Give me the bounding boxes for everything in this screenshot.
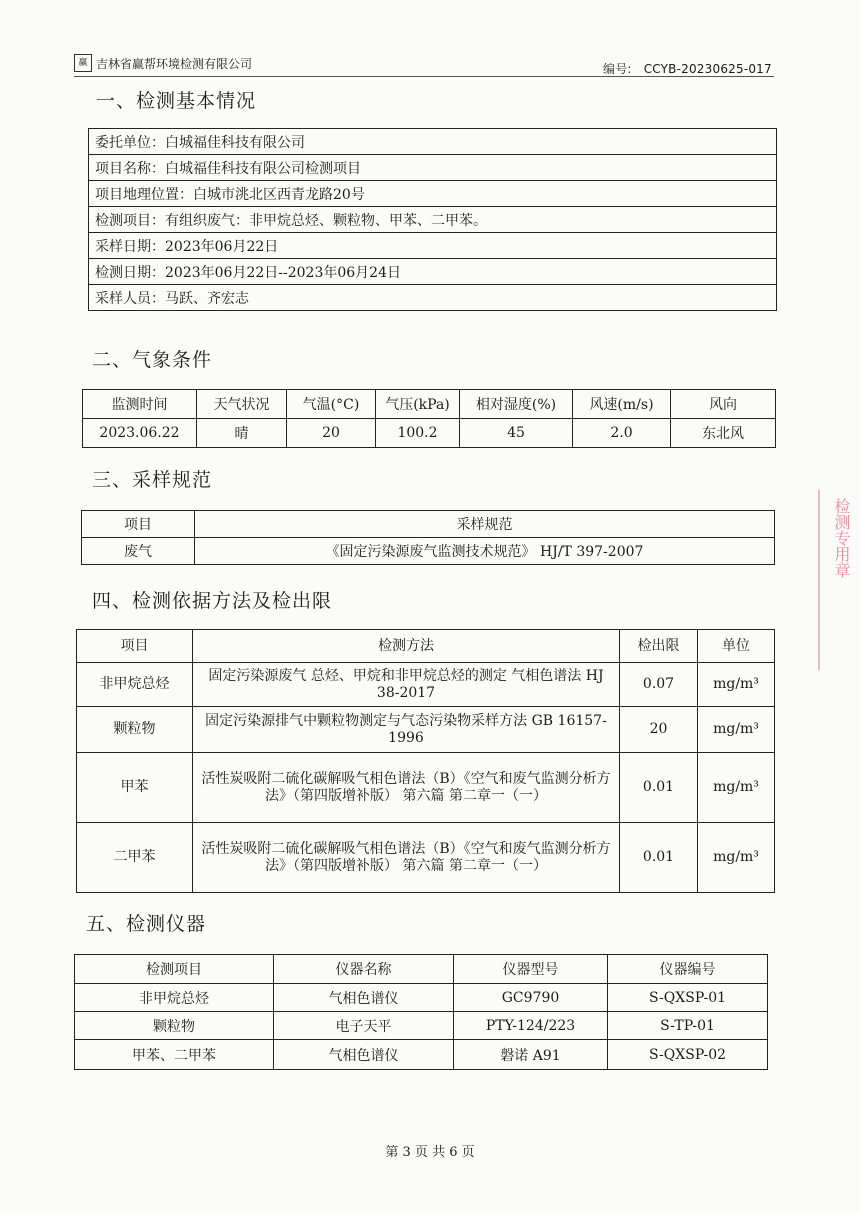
- method-text: 活性炭吸附二硫化碳解吸气相色谱法（B）《空气和废气监测分析方法》（第四版增补版） 第六篇 第二章一（一）: [193, 753, 620, 823]
- weather-header: 风向: [671, 390, 776, 419]
- spec-value: 《固定污染源废气监测技术规范》 HJ/T 397-2007: [195, 538, 775, 565]
- weather-header: 相对湿度(%): [460, 390, 573, 419]
- table-row: [77, 630, 775, 663]
- weather-value: 45: [460, 419, 573, 448]
- weather-value: 100.2: [376, 419, 460, 448]
- table-row: [77, 753, 775, 823]
- instrument-cell: PTY-124/223: [454, 1012, 608, 1040]
- method-limit: 0.01: [620, 753, 698, 823]
- samplers-cell: 采样人员：马跃、齐宏志: [89, 285, 777, 311]
- section-2-title: 二、气象条件: [92, 349, 213, 371]
- table-row: [89, 155, 777, 181]
- method-table: [76, 629, 775, 893]
- doc-no-value: CCYB-20230625-017: [643, 62, 772, 76]
- method-item: 甲苯: [77, 753, 193, 823]
- weather-value: 晴: [197, 419, 287, 448]
- method-unit: mg/m³: [698, 753, 775, 823]
- table-row: [82, 538, 775, 565]
- table-row: [89, 181, 777, 207]
- weather-value: 20: [287, 419, 376, 448]
- method-text: 固定污染源排气中颗粒物测定与气态污染物采样方法 GB 16157-1996: [193, 707, 620, 753]
- weather-header: 天气状况: [197, 390, 287, 419]
- doc-no-label: 编号:: [603, 62, 632, 76]
- method-item: 二甲苯: [77, 823, 193, 893]
- method-item: 颗粒物: [77, 707, 193, 753]
- table-row: [82, 511, 775, 538]
- section-4-title: 四、检测依据方法及检出限: [92, 590, 333, 612]
- page-number: 第 3 页 共 6 页: [385, 1145, 475, 1160]
- method-header: 检出限: [620, 630, 698, 663]
- method-limit: 0.01: [620, 823, 698, 893]
- method-unit: mg/m³: [698, 707, 775, 753]
- table-row: [83, 419, 776, 448]
- instrument-cell: 电子天平: [274, 1012, 454, 1040]
- table-row: [75, 984, 768, 1012]
- location-cell: 项目地理位置：白城市洮北区西青龙路20号: [89, 181, 777, 207]
- table-row: [89, 259, 777, 285]
- table-row: [75, 1040, 768, 1070]
- weather-header: 风速(m/s): [573, 390, 671, 419]
- company-logo: 赢: [74, 54, 92, 72]
- section-1-title: 一、检测基本情况: [96, 90, 257, 112]
- method-item: 非甲烷总烃: [77, 663, 193, 707]
- table-row: [75, 955, 768, 984]
- method-header: 检测方法: [193, 630, 620, 663]
- client-cell: 委托单位：白城福佳科技有限公司: [89, 129, 777, 155]
- instrument-cell: 甲苯、二甲苯: [75, 1040, 274, 1070]
- instrument-table: [74, 954, 768, 1070]
- method-limit: 20: [620, 707, 698, 753]
- instrument-cell: 气相色谱仪: [274, 984, 454, 1012]
- weather-value: 2023.06.22: [83, 419, 197, 448]
- table-row: [83, 390, 776, 419]
- method-text: 活性炭吸附二硫化碳解吸气相色谱法（B）《空气和废气监测分析方法》（第四版增补版） 第六篇 第二章一（一）: [193, 823, 620, 893]
- instrument-header: 仪器编号: [608, 955, 768, 984]
- section-3-title: 三、采样规范: [92, 469, 213, 491]
- instrument-header: 检测项目: [75, 955, 274, 984]
- table-row: [89, 207, 777, 233]
- instrument-cell: 非甲烷总烃: [75, 984, 274, 1012]
- instrument-cell: S-QXSP-02: [608, 1040, 768, 1070]
- instrument-header: 仪器名称: [274, 955, 454, 984]
- method-header: 单位: [698, 630, 775, 663]
- instrument-cell: 磐诺 A91: [454, 1040, 608, 1070]
- spec-header: 项目: [82, 511, 195, 538]
- method-limit: 0.07: [620, 663, 698, 707]
- instrument-cell: S-TP-01: [608, 1012, 768, 1040]
- weather-header: 气压(kPa): [376, 390, 460, 419]
- header-rule: [74, 76, 774, 77]
- project-name-cell: 项目名称：白城福佳科技有限公司检测项目: [89, 155, 777, 181]
- table-row: [75, 1012, 768, 1040]
- basic-info-table: [88, 128, 777, 311]
- instrument-cell: 颗粒物: [75, 1012, 274, 1040]
- table-row: [89, 129, 777, 155]
- stamp-text: 检测专用章: [832, 498, 851, 578]
- company-name: 吉林省赢帮环境检测有限公司: [96, 57, 253, 71]
- test-date-cell: 检测日期：2023年06月22日--2023年06月24日: [89, 259, 777, 285]
- spec-header: 采样规范: [195, 511, 775, 538]
- weather-header: 监测时间: [83, 390, 197, 419]
- instrument-cell: GC9790: [454, 984, 608, 1012]
- spec-item: 废气: [82, 538, 195, 565]
- method-header: 项目: [77, 630, 193, 663]
- instrument-cell: S-QXSP-01: [608, 984, 768, 1012]
- method-text: 固定污染源废气 总烃、甲烷和非甲烷总烃的测定 气相色谱法 HJ 38-2017: [193, 663, 620, 707]
- method-unit: mg/m³: [698, 663, 775, 707]
- document-number: [603, 60, 772, 77]
- weather-value: 2.0: [573, 419, 671, 448]
- weather-header: 气温(°C): [287, 390, 376, 419]
- weather-value: 东北风: [671, 419, 776, 448]
- instrument-cell: 气相色谱仪: [274, 1040, 454, 1070]
- instrument-header: 仪器型号: [454, 955, 608, 984]
- table-row: [77, 707, 775, 753]
- test-items-cell: 检测项目：有组织废气：非甲烷总烃、颗粒物、甲苯、二甲苯。: [89, 207, 777, 233]
- weather-table: [82, 389, 776, 448]
- sampling-spec-table: [81, 510, 775, 565]
- section-5-title: 五、检测仪器: [86, 913, 207, 935]
- table-row: [89, 285, 777, 311]
- table-row: [77, 663, 775, 707]
- table-row: [77, 823, 775, 893]
- sampling-date-cell: 采样日期：2023年06月22日: [89, 233, 777, 259]
- method-unit: mg/m³: [698, 823, 775, 893]
- table-row: [89, 233, 777, 259]
- stamp-partial: [818, 490, 860, 670]
